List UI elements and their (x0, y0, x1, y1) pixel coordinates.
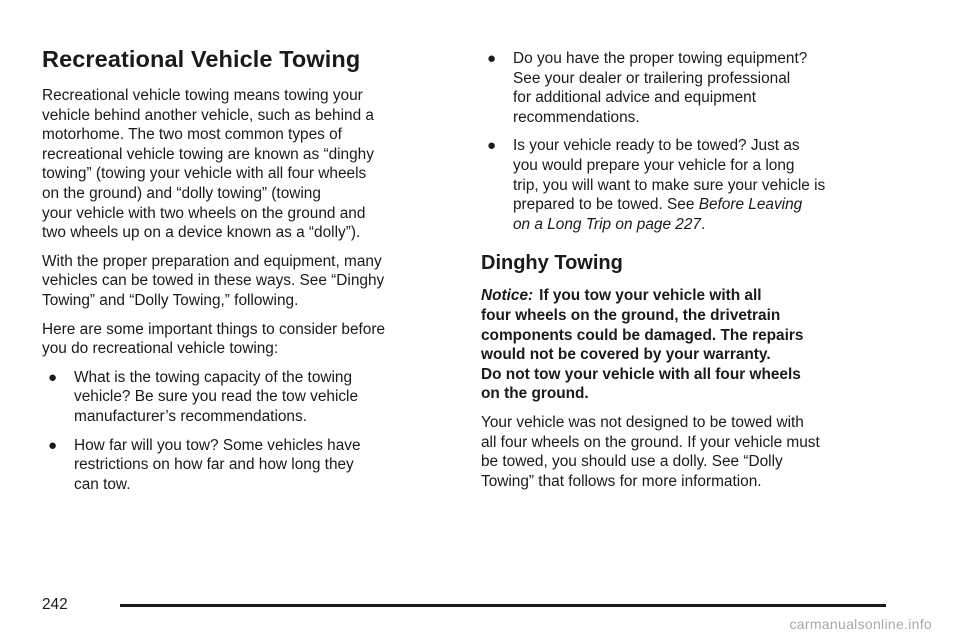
list-item (42, 436, 450, 495)
paragraph-line: Here are some important things to consider before (42, 320, 386, 338)
intro-line: vehicle behind another vehicle, such as behind a (42, 106, 374, 124)
notice-line: on the ground. (481, 385, 589, 403)
list-item-line: recommendations. (513, 108, 640, 126)
footer-rule (120, 604, 886, 607)
list-item (42, 368, 450, 427)
section-heading-dinghy-towing: Dinghy Towing (481, 252, 623, 275)
notice-line: would not be covered by your warranty. (481, 346, 771, 364)
list-item-line: for additional advice and equipment (513, 89, 756, 107)
page-number: 242 (42, 596, 68, 613)
list-item-line: can tow. (74, 475, 131, 493)
list-item-line (513, 195, 901, 215)
considerations-list-continued (481, 49, 901, 234)
intro-line: motorhome. The two most common types of (42, 126, 342, 144)
list-item-text: prepared to be towed. See (513, 196, 699, 214)
list-item-line: Do you have the proper towing equipment? (513, 50, 808, 67)
notice-block (481, 286, 901, 404)
intro-line: towing” (towing your vehicle with all four wheels (42, 165, 367, 183)
intro-paragraph (42, 86, 450, 243)
bullet-icon: ● (487, 137, 497, 155)
list-item-line: restrictions on how far and how long they (74, 456, 354, 474)
intro-line: two wheels up on a device known as a “dolly”). (42, 224, 361, 242)
paragraph-line: vehicles can be towed in these ways. See “Dinghy (42, 272, 385, 290)
intro-line: on the ground) and “dolly towing” (towing (42, 184, 321, 202)
dinghy-paragraph (481, 413, 901, 491)
paragraph-line: be towed, you should use a dolly. See “Dolly (481, 453, 783, 471)
list-item-line: What is the towing capacity of the towing (74, 368, 353, 386)
notice-line: components could be damaged. The repairs (481, 326, 804, 344)
list-item-line: trip, you will want to make sure your vehicle is (513, 176, 826, 194)
list-item-line: manufacturer’s recommendations. (74, 407, 307, 425)
considerations-list (42, 368, 450, 495)
watermark: carmanualsonline.info (789, 616, 932, 632)
notice-line (481, 286, 901, 306)
bullet-icon: ● (48, 436, 58, 454)
paragraph-line: Towing” that follows for more information. (481, 472, 762, 490)
section-heading-rv-towing: Recreational Vehicle Towing (42, 46, 361, 72)
list-item (481, 49, 901, 127)
list-item-line (513, 215, 901, 235)
considerations-paragraph (42, 320, 450, 359)
notice-label: Notice: (481, 287, 534, 305)
intro-line: your vehicle with two wheels on the ground and (42, 204, 366, 222)
list-item-line: Is your vehicle ready to be towed? Just as (513, 137, 800, 155)
cross-reference-link[interactable]: on a Long Trip on page 227 (513, 215, 701, 233)
notice-text: If you tow your vehicle with all (539, 287, 762, 305)
paragraph-line: Your vehicle was not designed to be towed with (481, 413, 804, 431)
left-column (42, 44, 450, 503)
list-item-line: vehicle? Be sure you read the tow vehicle (74, 388, 359, 406)
list-item (481, 136, 901, 234)
paragraph-line: Towing” and “Dolly Towing,” following. (42, 291, 299, 309)
paragraph-line: all four wheels on the ground. If your vehicle must (481, 433, 820, 451)
cross-reference-link[interactable]: Before Leaving (698, 196, 803, 214)
bullet-icon: ● (48, 368, 58, 386)
intro-line: Recreational vehicle towing means towing your (42, 87, 363, 104)
notice-line: Do not tow your vehicle with all four wheels (481, 365, 801, 383)
right-column (481, 49, 901, 500)
list-item-line: See your dealer or trailering professional (513, 69, 791, 87)
list-item-line: you would prepare your vehicle for a long (513, 156, 795, 174)
notice-line: four wheels on the ground, the drivetrain (481, 306, 781, 324)
list-item-line: How far will you tow? Some vehicles have (74, 436, 361, 454)
intro-line: recreational vehicle towing are known as “dinghy (42, 145, 374, 163)
bullet-icon: ● (487, 50, 497, 67)
list-item-text: . (700, 215, 706, 233)
paragraph-line: With the proper preparation and equipment, many (42, 252, 382, 270)
preparation-paragraph (42, 252, 450, 311)
paragraph-line: you do recreational vehicle towing: (42, 340, 279, 358)
